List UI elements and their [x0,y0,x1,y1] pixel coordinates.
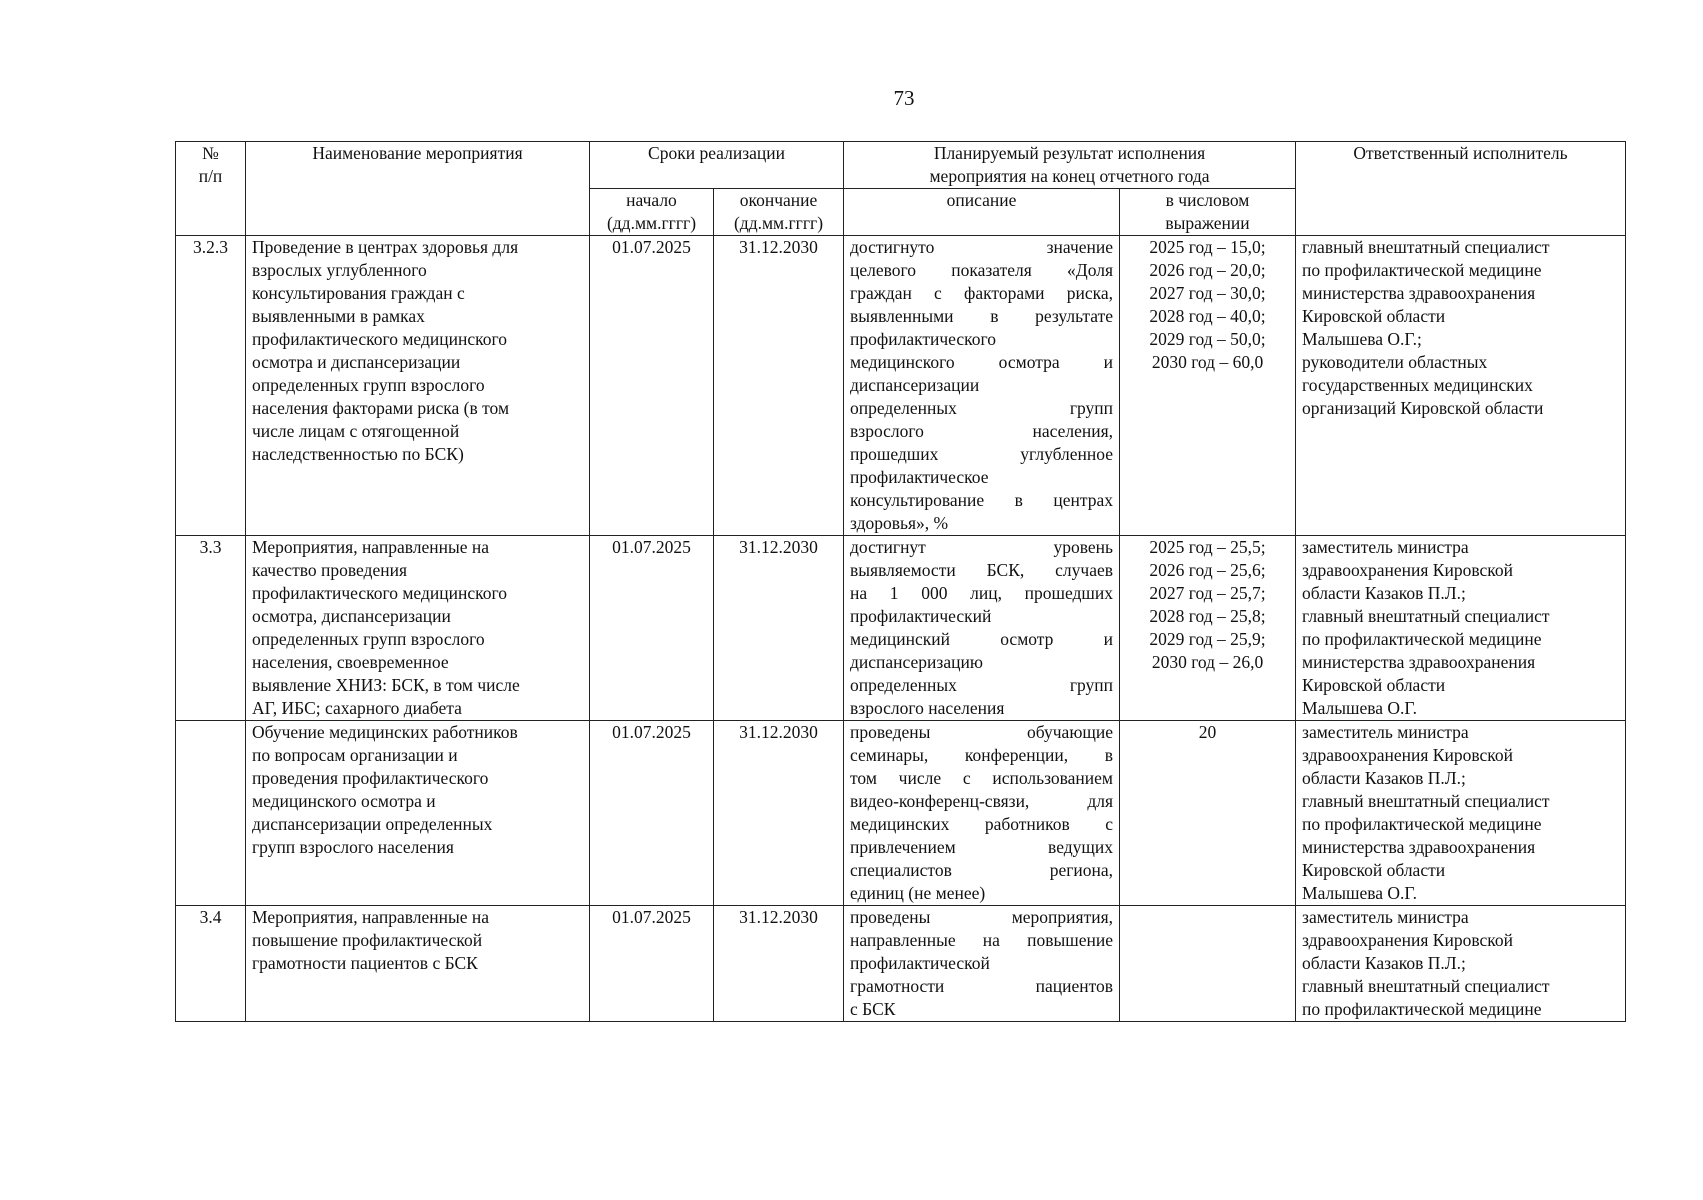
responsible-executor: заместитель министра здравоохранения Кировской области Казаков П.Л.; главный внештатный специалист по профилактической медицине министерства здравоохранения Кировской области Малышева О.Г. [1296,536,1626,721]
start-date: 01.07.2025 [590,536,714,721]
end-date: 31.12.2030 [714,536,844,721]
header-num: № п/п [176,142,246,236]
activity-name: Проведение в центрах здоровья для взрослых углубленного консультирования граждан с выявленными в рамках профилактического медицинского осмотра и диспансеризации определенных групп взрослого населения факторами риска (в том числе лицам с отягощенной наследственностью по БСК) [246,236,590,536]
start-date: 01.07.2025 [590,236,714,536]
header-numeric: в числовом выражении [1120,189,1296,236]
responsible-executor: заместитель министра здравоохранения Кировской области Казаков П.Л.; главный внештатный специалист по профилактической медицине министерства здравоохранения Кировской области Малышева О.Г. [1296,721,1626,906]
header-row-1 [176,142,1626,189]
header-start: начало (дд.мм.гггг) [590,189,714,236]
activity-name: Обучение медицинских работников по вопросам организации и проведения профилактического медицинского осмотра и диспансеризации определенных групп взрослого населения [246,721,590,906]
result-description: достигнут уровень выявляемости БСК, случаев на 1 000 лиц, прошедших профилактический медицинский осмотр и диспансеризацию определенных групп взрослого населения [844,536,1120,721]
table-row [176,906,1626,1022]
result-values: 2025 год – 25,5; 2026 год – 25,6; 2027 год – 25,7; 2028 год – 25,8; 2029 год – 25,9; 2030 год – 26,0 [1120,536,1296,721]
header-name: Наименование мероприятия [246,142,590,236]
table-body [176,236,1626,1022]
result-description: проведены обучающие семинары, конференции, в том числе с использованием видео-конференц-связи, для медицинских работников с привлечением ведущих специалистов региона, единиц (не менее) [844,721,1120,906]
table-row [176,721,1626,906]
row-number [176,721,246,906]
table-row [176,536,1626,721]
activity-name: Мероприятия, направленные на повышение профилактической грамотности пациентов с БСК [246,906,590,1022]
activity-name: Мероприятия, направленные на качество проведения профилактического медицинского осмотра, диспансеризации определенных групп взрослого населения, своевременное выявление ХНИЗ: БСК, в том числе АГ, ИБС; сахарного диабета [246,536,590,721]
row-number: 3.2.3 [176,236,246,536]
result-values: 2025 год – 15,0; 2026 год – 20,0; 2027 год – 30,0; 2028 год – 40,0; 2029 год – 50,0; 2030 год – 60,0 [1120,236,1296,536]
end-date: 31.12.2030 [714,236,844,536]
activities-table [175,141,1626,1022]
end-date: 31.12.2030 [714,906,844,1022]
header-end: окончание (дд.мм.гггг) [714,189,844,236]
table-row [176,236,1626,536]
responsible-executor: заместитель министра здравоохранения Кировской области Казаков П.Л.; главный внештатный специалист по профилактической медицине [1296,906,1626,1022]
responsible-executor: главный внештатный специалист по профилактической медицине министерства здравоохранения Кировской области Малышева О.Г.; руководители областных государственных медицинских организаций Кировской области [1296,236,1626,536]
start-date: 01.07.2025 [590,721,714,906]
result-description: проведены мероприятия, направленные на повышение профилактической грамотности пациентов с БСК [844,906,1120,1022]
header-description: описание [844,189,1120,236]
header-responsible: Ответственный исполнитель [1296,142,1626,236]
header-result: Планируемый результат исполнения мероприятия на конец отчетного года [844,142,1296,189]
row-number: 3.4 [176,906,246,1022]
result-description: достигнуто значение целевого показателя «Доля граждан с факторами риска, выявленными в результате профилактического медицинского осмотра и диспансеризации определенных групп взрослого населения, прошедших углубленное профилактическое консультирование в центрах здоровья», % [844,236,1120,536]
header-terms: Сроки реализации [590,142,844,189]
result-values [1120,906,1296,1022]
result-values: 20 [1120,721,1296,906]
start-date: 01.07.2025 [590,906,714,1022]
page-number: 73 [893,86,915,110]
row-number: 3.3 [176,536,246,721]
end-date: 31.12.2030 [714,721,844,906]
